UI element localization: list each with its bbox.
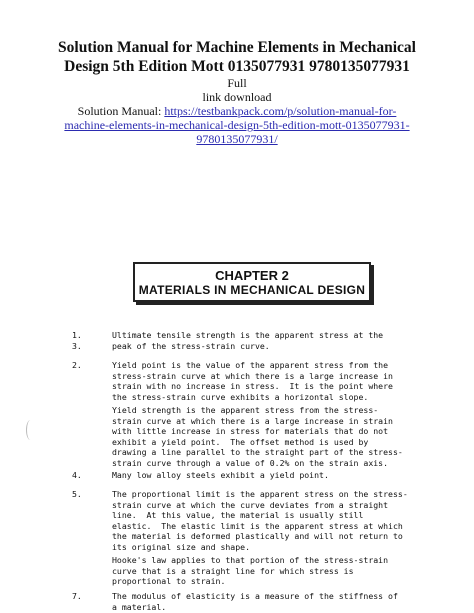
item-text: Hooke's law applies to that portion of the stress-strain curve that is a straight line for which stress is proportional to strain. [112,555,389,587]
item-text: The proportional limit is the apparent stress on the stress- strain curve at which the curve deviates from a straight line. At this value, the material is usually still elastic. The elastic limit is the apparent stress at which the material is deformed plastically and will not return to its original size and shape. [112,489,408,552]
document-title-line-2: Design 5th Edition Mott 0135077931 9780135077931 [64,58,410,75]
item-text: The modulus of elasticity is a measure of the stiffness of a material. [112,591,398,612]
item-text: Ultimate tensile strength is the apparent stress at the peak of the stress-strain curve. [112,330,384,351]
item-text: Yield point is the value of the apparent stress from the stress-strain curve at which there is a large increase in strain with no increase in stress. It is the point where the stress-strain curve exhibits a horizontal slope. [112,360,393,402]
item-number: 4. [72,470,82,480]
document-title-line-1: Solution Manual for Machine Elements in Mechanical [58,39,416,56]
solution-url-link-3[interactable]: 9780135077931/ [196,132,278,146]
item-text: Yield strength is the apparent stress from the stress- strain curve at which there is a large increase in strain with little increase in stress for materials that do not exhibit a yield point. The offset method is used by drawing a line parallel to the straight part of the stress- strain curve through a value of 0.2% on the strain axis. [112,405,403,468]
chapter-label: CHAPTER 2 [215,268,289,283]
chapter-title: MATERIALS IN MECHANICAL DESIGN [138,283,366,297]
item-text: Many low alloy steels exhibit a yield point. [112,470,329,480]
full-text: Full [227,76,247,90]
solution-manual-label: Solution Manual: [77,104,165,118]
item-number: 7. [72,591,82,601]
item-number: 1. 3. [72,330,82,351]
solution-url-link-1[interactable]: https://testbankpack.com/p/solution-manual-for- [164,104,397,118]
solution-url-link-2[interactable]: machine-elements-in-mechanical-design-5th-edition-mott-0135077931- [64,118,410,132]
link-download-text: link download [202,90,272,104]
item-number: 2. [72,360,82,370]
item-number: 5. [72,489,82,499]
